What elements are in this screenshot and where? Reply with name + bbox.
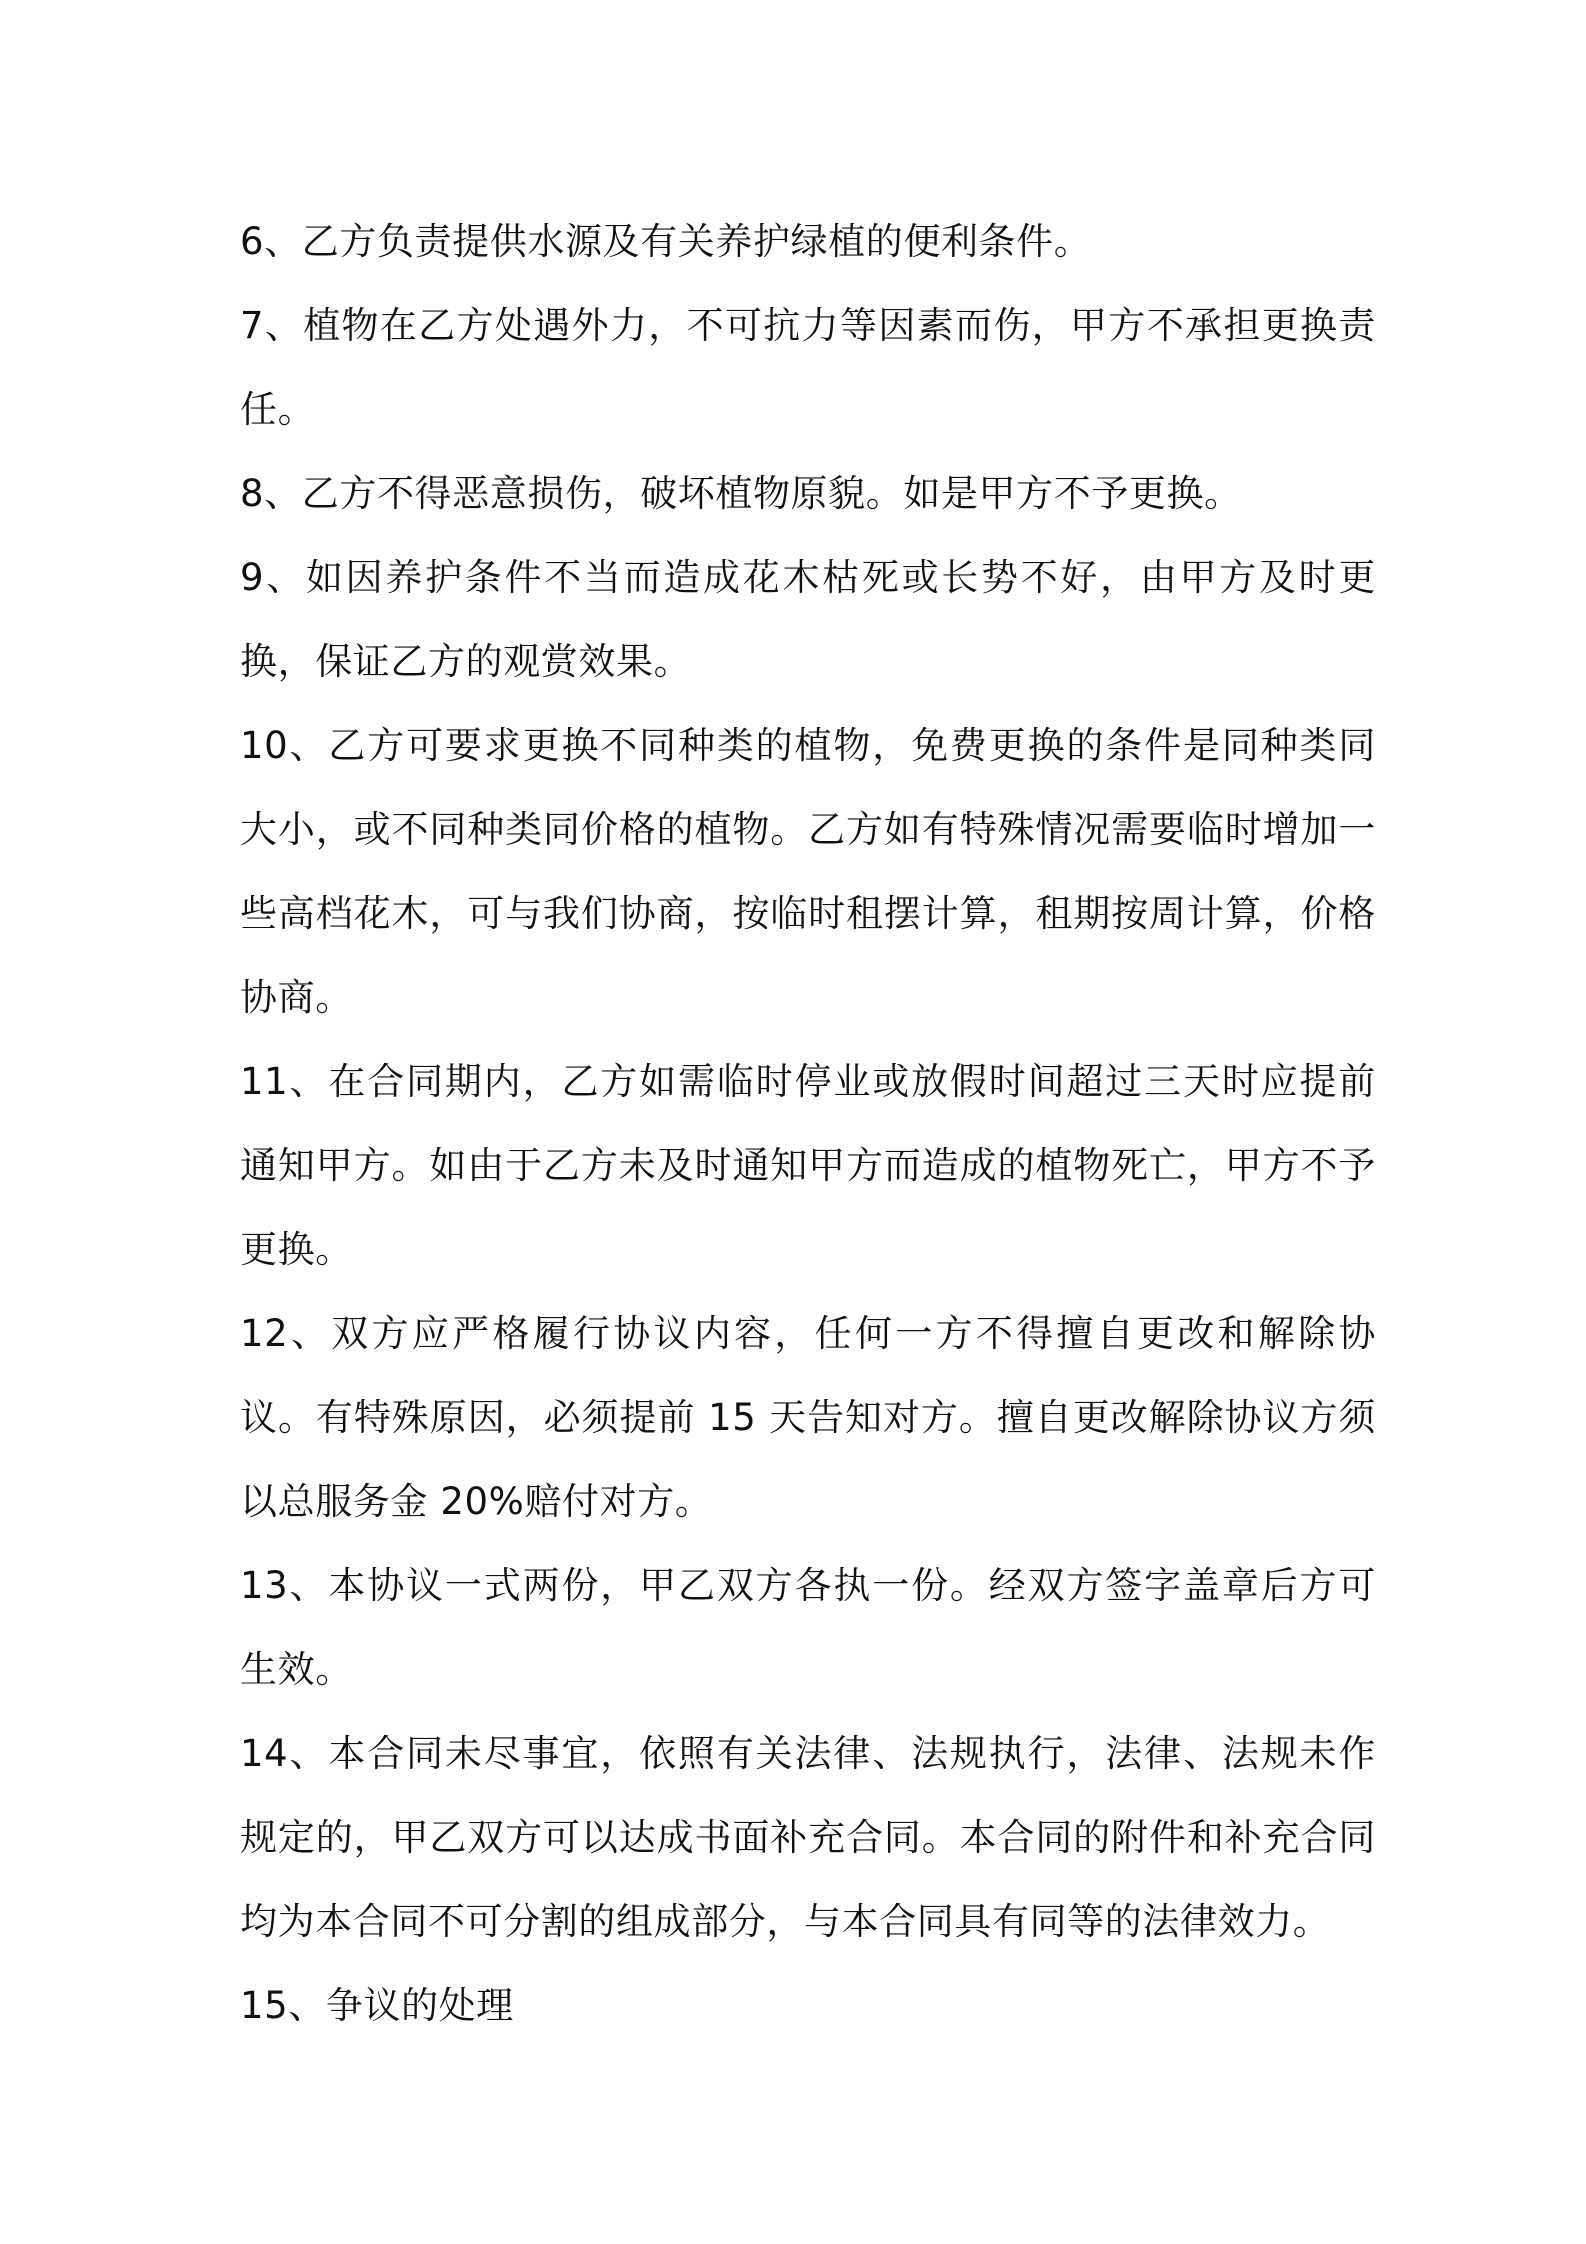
clause-13: 13、本协议一式两份，甲乙双方各执一份。经双方签字盖章后方可生效。 bbox=[240, 1564, 1376, 1691]
clause-11: 11、在合同期内，乙方如需临时停业或放假时间超过三天时应提前通知甲方。如由于乙方未及时通知甲方而造成的植物死亡，甲方不予更换。 bbox=[240, 1060, 1376, 1271]
clause-14: 14、本合同未尽事宜，依照有关法律、法规执行，法律、法规未作规定的，甲乙双方可以达成书面补充合同。本合同的附件和补充合同均为本合同不可分割的组成部分，与本合同具有同等的法律效力。 bbox=[240, 1732, 1376, 1943]
clause-12: 12、双方应严格履行协议内容，任何一方不得擅自更改和解除协议。有特殊原因，必须提前 15 天告知对方。擅自更改解除协议方须以总服务金 20%赔付对方。 bbox=[240, 1312, 1376, 1523]
clause-10: 10、乙方可要求更换不同种类的植物，免费更换的条件是同种类同大小，或不同种类同价格的植物。乙方如有特殊情况需要临时增加一些高档花木，可与我们协商，按临时租摆计算，租期按周计算，价格协商。 bbox=[240, 724, 1376, 1019]
clause-7: 7、植物在乙方处遇外力，不可抗力等因素而伤，甲方不承担更换责任。 bbox=[240, 304, 1376, 431]
clause-6: 6、乙方负责提供水源及有关养护绿植的便利条件。 bbox=[240, 220, 1092, 263]
clause-9: 9、如因养护条件不当而造成花木枯死或长势不好，由甲方及时更换，保证乙方的观赏效果。 bbox=[240, 556, 1376, 683]
clause-8: 8、乙方不得恶意损伤，破坏植物原貌。如是甲方不予更换。 bbox=[240, 472, 1242, 515]
clause-15: 15、争议的处理 bbox=[240, 1984, 514, 2027]
contract-body bbox=[240, 200, 1376, 2048]
